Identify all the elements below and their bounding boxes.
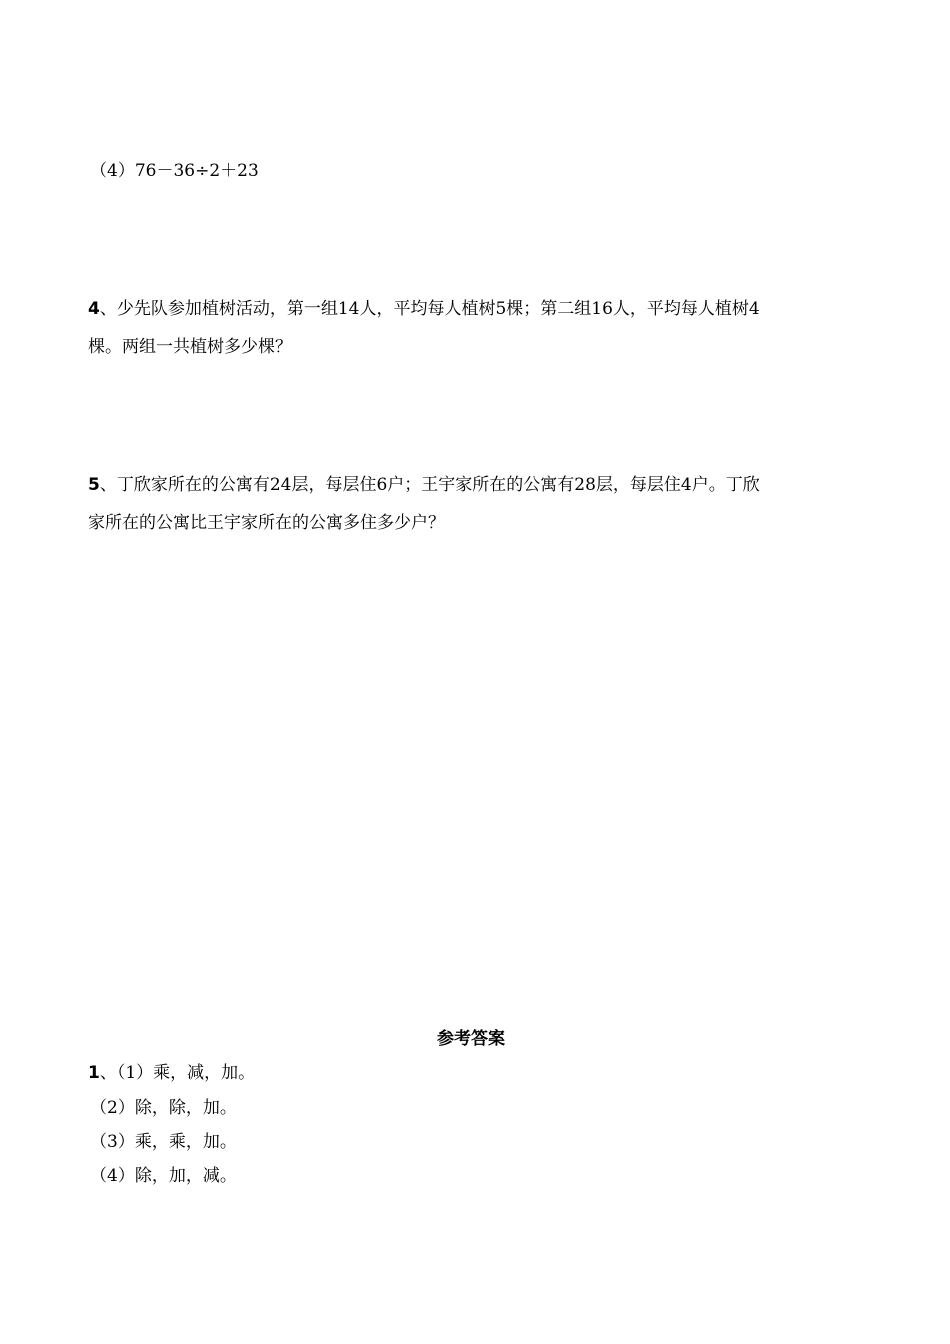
q5-sep: 、 — [99, 475, 117, 495]
q3-part4 — [90, 160, 259, 182]
answer1-number: 1 — [88, 1063, 100, 1083]
answer1-line1 — [88, 1062, 255, 1084]
q5-number: 5 — [88, 475, 100, 495]
q5-text-line2: 家所在的公寓比王宇家所在的公寓多住多少户？ — [88, 513, 445, 533]
q4-text-line2: 棵。两组一共植树多少棵？ — [88, 337, 292, 357]
q4-line1 — [88, 298, 760, 320]
answer1-part3: （3）乘，乘，加。 — [90, 1132, 237, 1152]
q3-part4-text: （4）76－36÷2＋23 — [90, 161, 259, 181]
answer1-part2: （2）除，除，加。 — [90, 1098, 237, 1118]
q4-text-line1: 少先队参加植树活动，第一组14人，平均每人植树5棵；第二组16人，平均每人植树4 — [116, 299, 760, 319]
q5-line2 — [88, 512, 445, 534]
q5-line1 — [88, 474, 760, 496]
answer1-part4: （4）除，加，减。 — [90, 1166, 237, 1186]
q5-text-line1: 丁欣家所在的公寓有24层，每层住6户；王宇家所在的公寓有28层，每层住4户。丁欣 — [116, 475, 760, 495]
answers-title: 参考答案 — [437, 1029, 505, 1049]
answer1-sep: 、 — [99, 1063, 117, 1083]
q4-number: 4 — [88, 299, 100, 319]
q4-sep: 、 — [99, 299, 117, 319]
q4-line2 — [88, 336, 292, 358]
answer1-part1: （1）乘，减，加。 — [116, 1063, 256, 1083]
